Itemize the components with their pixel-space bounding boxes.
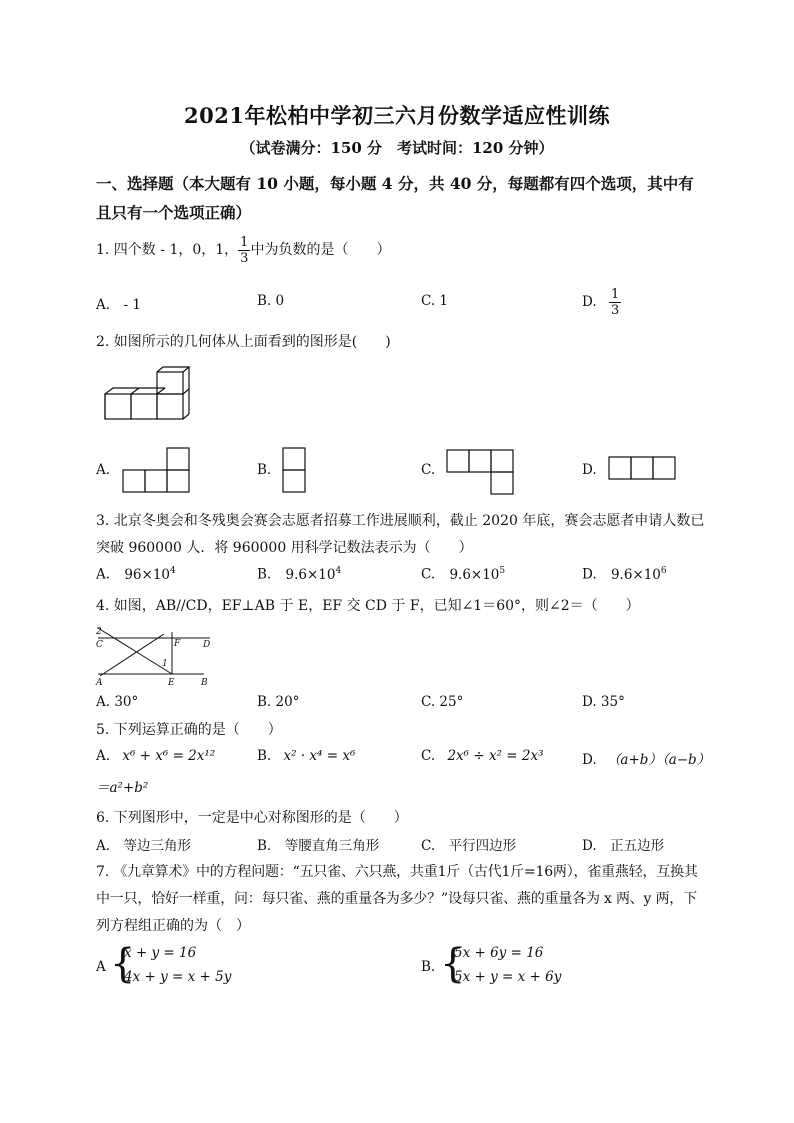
q3-option-a-label: A. [96, 566, 111, 583]
question-7-line3: 列方程组正确的为（ ） [96, 918, 250, 934]
q2-option-d[interactable]: D. [582, 462, 597, 478]
q3-option-c-math: 9.6×10 [449, 566, 500, 583]
label-two: 2 [96, 627, 102, 637]
q2-option-d-figure [608, 455, 680, 483]
q5-option-c[interactable] [421, 748, 543, 764]
q3-option-a[interactable] [96, 566, 176, 583]
q5-option-a[interactable] [96, 748, 215, 764]
q5-option-a-math: x⁶ + x⁶ = 2x¹² [122, 748, 216, 764]
q2-solid-figure [100, 364, 190, 422]
q2-option-c[interactable]: C. [421, 462, 436, 478]
q7-option-a-brace: { [110, 941, 136, 987]
question-7-line2: 中一只，恰好一样重，问：每只雀、燕的重量各为多少？”设每只雀、燕的重量各为 x 两、y 两，下 [96, 891, 697, 907]
q3-option-c-exponent: 5 [499, 566, 506, 576]
q1-option-d-label: D. [582, 294, 597, 310]
q5-option-b-math: x² · x⁴ = x⁶ [283, 748, 356, 764]
q5-option-d-label: D. [582, 752, 597, 768]
q5-option-c-label: C. [421, 748, 436, 764]
q6-option-a[interactable]: A. 等边三角形 [96, 838, 192, 854]
fraction-numerator: 1 [610, 287, 620, 302]
question-2: 2. 如图所示的几何体从上面看到的图形是( ) [96, 334, 391, 350]
label-one: 1 [162, 659, 168, 669]
q6-option-d[interactable]: D. 正五边形 [582, 838, 665, 854]
label-E: E [168, 678, 175, 688]
fraction-numerator: 1 [240, 234, 249, 250]
label-F: F [174, 639, 181, 649]
q5-option-a-label: A. [96, 748, 111, 764]
q2-option-a-figure [122, 446, 192, 494]
q3-option-d-exponent: 6 [660, 566, 667, 576]
fraction-denominator: 3 [240, 250, 249, 266]
question-1-fraction [238, 236, 250, 265]
q7-option-a[interactable] [96, 959, 106, 975]
question-3-line2: 突破 960000 人．将 960000 用科学记数法表示为（ ） [96, 540, 473, 556]
question-7-line1: 7. 《九章算术》中的方程问题：“五只雀、六只燕，共重1斤（古代1斤=16两），雀重燕轻，互换其 [96, 864, 698, 880]
q3-option-d[interactable] [582, 566, 667, 583]
page-title: 2021年松柏中学初三六月份数学适应性训练 [184, 103, 610, 128]
q2-option-b[interactable]: B. [257, 462, 272, 478]
q2-option-b-figure [282, 446, 308, 496]
question-1-suffix: 中为负数的是（ ） [250, 242, 391, 258]
q5-option-b[interactable] [257, 748, 355, 764]
q4-option-a[interactable]: A. 30° [96, 694, 139, 710]
q3-option-b-exponent: 4 [335, 566, 342, 576]
label-D: D [203, 640, 211, 650]
q3-option-b-label: B. [257, 566, 272, 583]
question-3-line1: 3. 北京冬奥会和冬残奥会赛会志愿者招募工作进展顺利，截止 2020 年底，赛会志愿者申请人数已 [96, 513, 705, 529]
q7-option-a-eq2: 4x + y = x + 5y [124, 969, 232, 985]
q1-option-c[interactable]: C. 1 [421, 293, 449, 309]
q1-option-a[interactable]: A. - 1 [96, 297, 141, 313]
q3-option-d-label: D. [582, 566, 597, 583]
q3-option-c[interactable] [421, 566, 505, 583]
q3-option-d-math: 9.6×10 [610, 566, 661, 583]
q7-option-b-eq2: 5x + y = x + 6y [454, 969, 562, 985]
q7-option-b[interactable] [421, 959, 435, 975]
question-1 [96, 232, 390, 268]
label-C: C [96, 640, 103, 650]
question-5: 5. 下列运算正确的是（ ） [96, 722, 282, 738]
q1-option-d[interactable] [582, 285, 621, 319]
q5-option-d[interactable] [582, 748, 710, 768]
question-6: 6. 下列图形中，一定是中心对称图形的是（ ） [96, 810, 408, 826]
q7-option-b-label: B. [421, 959, 436, 975]
q4-option-d[interactable]: D. 35° [582, 694, 625, 710]
label-A: A [96, 678, 103, 688]
q3-option-b-math: 9.6×10 [285, 566, 336, 583]
q3-option-b[interactable] [257, 566, 341, 583]
fraction-denominator: 3 [610, 303, 620, 318]
section-heading-line2: 且只有一个选项正确） [96, 203, 252, 222]
q4-option-b[interactable]: B. 20° [257, 694, 300, 710]
q5-option-b-label: B. [257, 748, 272, 764]
q3-option-c-label: C. [421, 566, 436, 583]
question-4: 4. 如图，AB//CD，EF⊥AB 于 E，EF 交 CD 于 F，已知∠1＝60°，则∠2＝（ ） [96, 598, 640, 614]
q3-option-a-math: 96×10 [124, 566, 171, 583]
q7-option-a-eq1: x + y = 16 [124, 945, 197, 961]
q1-option-b[interactable]: B. 0 [257, 293, 285, 309]
q5-option-c-math: 2x⁶ ÷ x² = 2x³ [447, 748, 544, 764]
q2-option-c-figure [446, 448, 518, 496]
q7-option-b-eq1: 5x + 6y = 16 [454, 945, 544, 961]
q5-option-d-math: （a+b）（a−b） [606, 752, 711, 768]
q7-option-a-label: A [96, 959, 106, 975]
q3-option-a-exponent: 4 [170, 566, 176, 576]
q4-parallel-lines-figure [94, 624, 218, 686]
q1-option-d-fraction [609, 288, 621, 317]
q5-option-d-continued: ＝a²+b² [96, 780, 149, 796]
q6-option-c[interactable]: C. 平行四边形 [421, 838, 517, 854]
page-subtitle: （试卷满分：150 分 考试时间：120 分钟） [240, 139, 554, 157]
label-B: B [201, 678, 208, 688]
q4-option-c[interactable]: C. 25° [421, 694, 464, 710]
question-1-prefix: 1. 四个数 - 1，0，1， [96, 242, 239, 258]
q2-option-a[interactable]: A. [96, 462, 111, 478]
q7-option-b-brace: { [440, 941, 466, 987]
q6-option-b[interactable]: B. 等腰直角三角形 [257, 838, 380, 854]
section-heading-line1: 一、选择题（本大题有 10 小题，每小题 4 分，共 40 分，每题都有四个选项，其中有 [96, 174, 694, 193]
